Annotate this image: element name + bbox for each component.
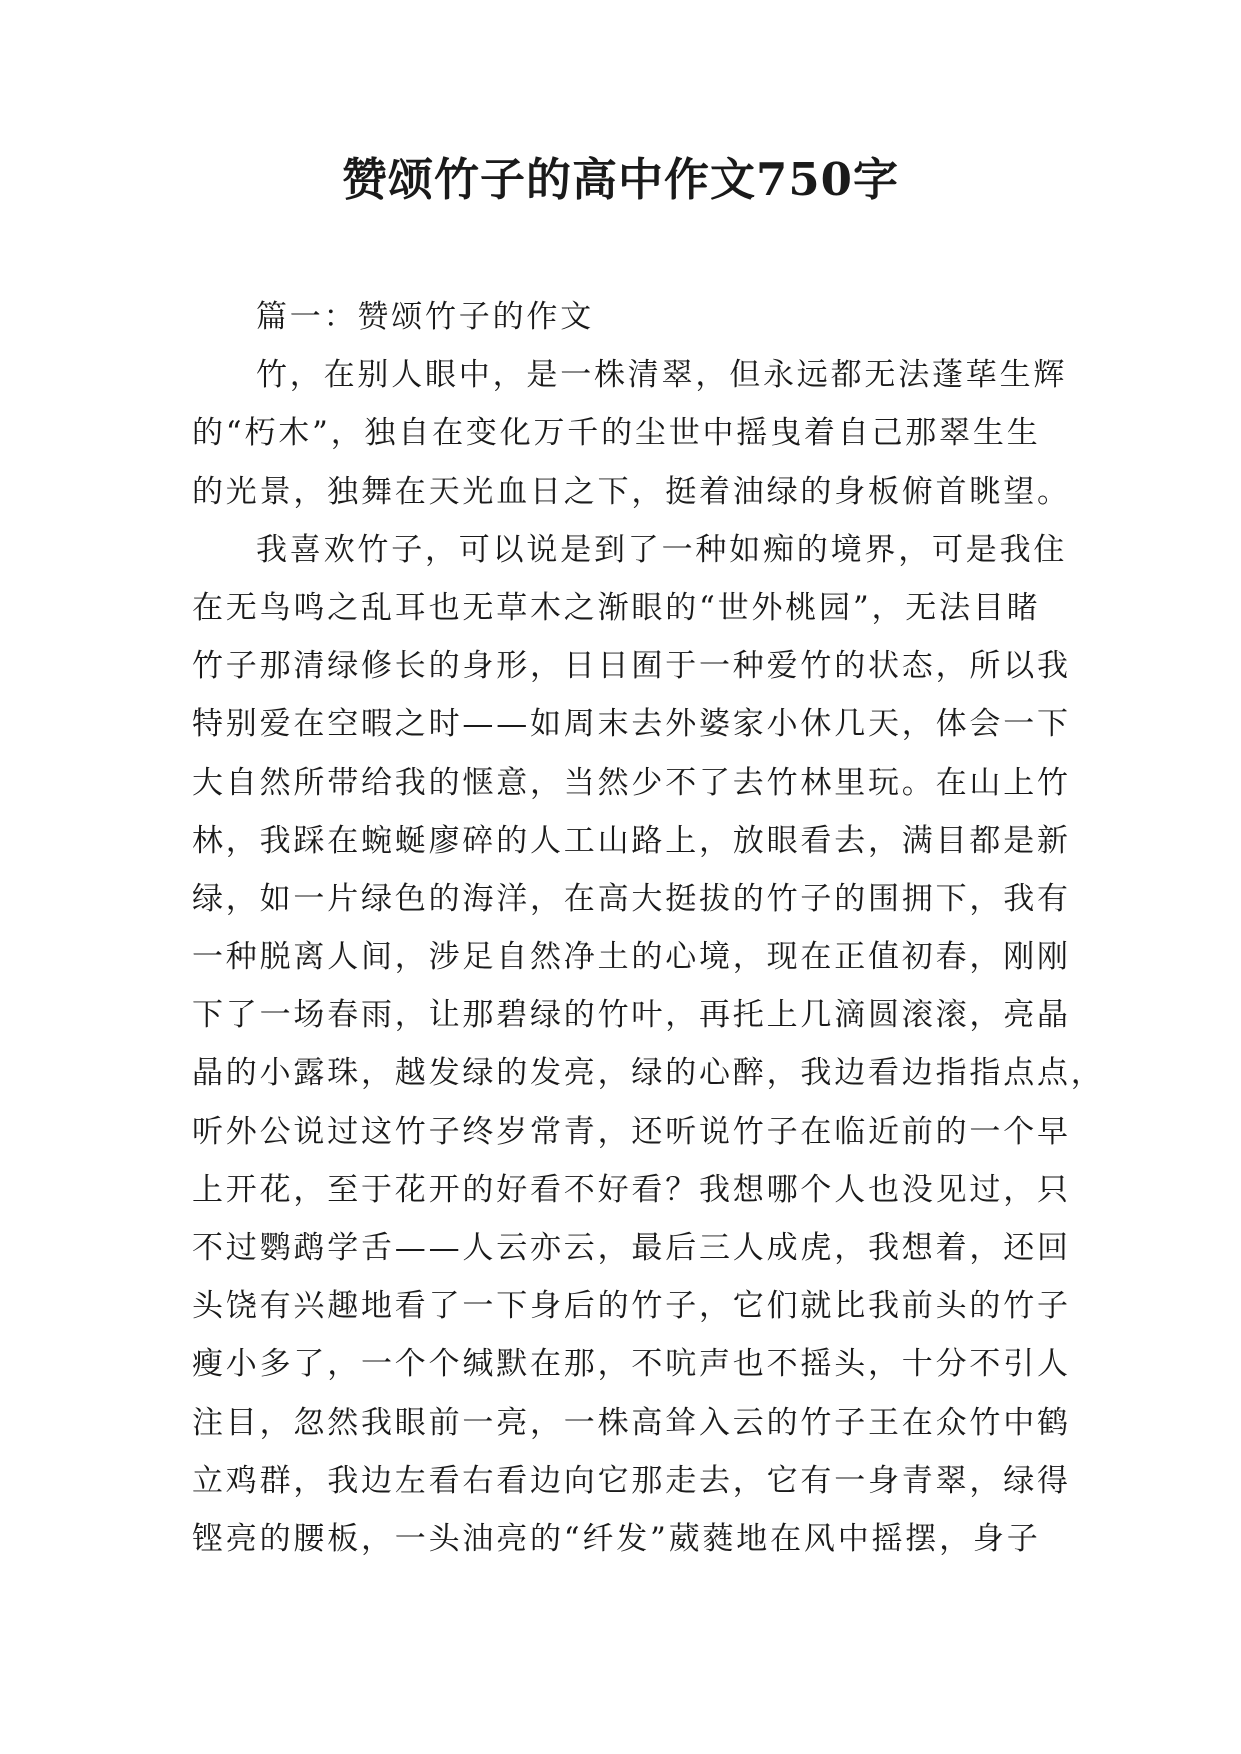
document-title: 赞颂竹子的高中作文750字 — [342, 153, 899, 206]
paragraph-line: 立鸡群，我边左看右看边向它那走去，它有一身青翠，绿得 — [192, 1462, 1071, 1499]
paragraph-line: 瘦小多了，一个个缄默在那，不吭声也不摇头，十分不引人 — [192, 1346, 1071, 1383]
document-body — [192, 288, 1105, 1568]
paragraph-line: 我喜欢竹子，可以说是到了一种如痴的境界，可是我住 — [256, 531, 1068, 568]
paragraph-line: 林，我踩在蜿蜒廖碎的人工山路上，放眼看去，满目都是新 — [192, 822, 1071, 859]
paragraph-line: 注目，忽然我眼前一亮，一株高耸入云的竹子王在众竹中鹤 — [192, 1404, 1071, 1441]
paragraph-line: 绿，如一片绿色的海洋，在高大挺拔的竹子的围拥下，我有 — [192, 880, 1071, 917]
paragraph-line: 晶的小露珠，越发绿的发亮，绿的心醉，我边看边指指点点， — [192, 1055, 1105, 1092]
paragraph-line: 一种脱离人间，涉足自然净土的心境，现在正值初春，刚刚 — [192, 939, 1071, 976]
paragraph-line: 特别爱在空暇之时——如周末去外婆家小休几天，体会一下 — [192, 706, 1071, 743]
paragraph-line: 下了一场春雨，让那碧绿的竹叶，再托上几滴圆滚滚，亮晶 — [192, 997, 1071, 1034]
paragraph-line: 铿亮的腰板，一头油亮的“纤发”葳蕤地在风中摇摆，身子 — [192, 1520, 1041, 1557]
paragraph-line: 听外公说过这竹子终岁常青，还听说竹子在临近前的一个早 — [192, 1113, 1071, 1150]
paragraph-line: 不过鹦鹉学舌——人云亦云，最后三人成虎，我想着，还回 — [192, 1230, 1071, 1266]
paragraph-line: 上开花，至于花开的好看不好看？我想哪个人也没见过，只 — [192, 1171, 1071, 1208]
paragraph-line: 的光景，独舞在天光血日之下，挺着油绿的身板俯首眺望。 — [192, 473, 1071, 510]
paragraph-line: 竹子那清绿修长的身形，日日囿于一种爱竹的状态，所以我 — [192, 648, 1071, 685]
paragraph-line: 的“朽木”，独自在变化万千的尘世中摇曳着自己那翠生生 — [192, 415, 1041, 452]
paragraph-line: 竹，在别人眼中，是一株清翠，但永远都无法蓬荜生辉 — [256, 357, 1068, 394]
paragraph-line: 头饶有兴趣地看了一下身后的竹子，它们就比我前头的竹子 — [192, 1288, 1071, 1325]
paragraph-line: 大自然所带给我的惬意，当然少不了去竹林里玩。在山上竹 — [192, 764, 1071, 801]
paragraph-line: 在无鸟鸣之乱耳也无草木之渐眼的“世外桃园”，无法目睹 — [192, 589, 1041, 626]
section-heading: 篇一：赞颂竹子的作文 — [256, 299, 594, 335]
